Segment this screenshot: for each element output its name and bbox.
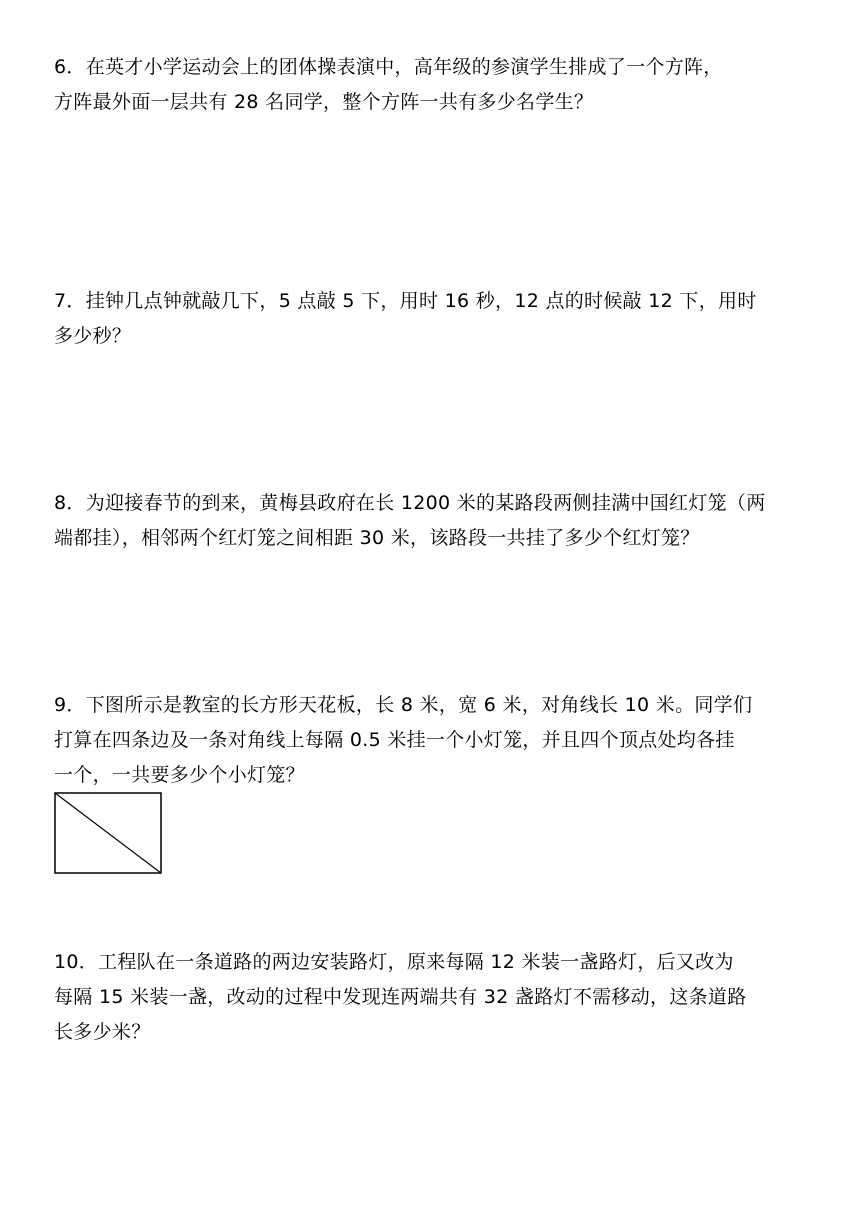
problem-8-line-1: 8．为迎接春节的到来，黄梅县政府在长 1200 米的某路段两侧挂满中国红灯笼（两 (54, 492, 766, 514)
problem-9-line-2: 打算在四条边及一条对角线上每隔 0.5 米挂一个小灯笼，并且四个顶点处均各挂 (54, 729, 735, 751)
problem-6-line-1: 6．在英才小学运动会上的团体操表演中，高年级的参演学生排成了一个方阵， (54, 56, 723, 78)
problem-10-line-3: 长多少米？ (54, 1021, 151, 1043)
problem-9 (54, 688, 824, 793)
ceiling-rectangle-diagram (54, 792, 162, 874)
problem-9-line-3: 一个，一共要多少个小灯笼？ (54, 764, 305, 786)
problem-7 (54, 284, 824, 354)
problem-7-line-2: 多少秒？ (54, 325, 132, 347)
problem-10 (54, 945, 824, 1050)
problem-9-line-1: 9．下图所示是教室的长方形天花板，长 8 米，宽 6 米，对角线长 10 米。同学们 (54, 694, 753, 716)
problem-10-line-2: 每隔 15 米装一盏，改动的过程中发现连两端共有 32 盏路灯不需移动，这条道路 (54, 986, 747, 1008)
problem-6-line-2: 方阵最外面一层共有 28 名同学，整个方阵一共有多少名学生？ (54, 91, 594, 113)
problem-6 (54, 50, 824, 120)
problem-8-line-2: 端都挂），相邻两个红灯笼之间相距 30 米，该路段一共挂了多少个红灯笼？ (54, 527, 700, 549)
problem-7-line-1: 7．挂钟几点钟就敲几下，5 点敲 5 下，用时 16 秒，12 点的时候敲 12 下，用时 (54, 290, 757, 312)
problem-10-line-1: 10．工程队在一条道路的两边安装路灯，原来每隔 12 米装一盏路灯，后又改为 (54, 951, 734, 973)
problem-8 (54, 486, 824, 556)
ceiling-diagonal (55, 793, 161, 873)
